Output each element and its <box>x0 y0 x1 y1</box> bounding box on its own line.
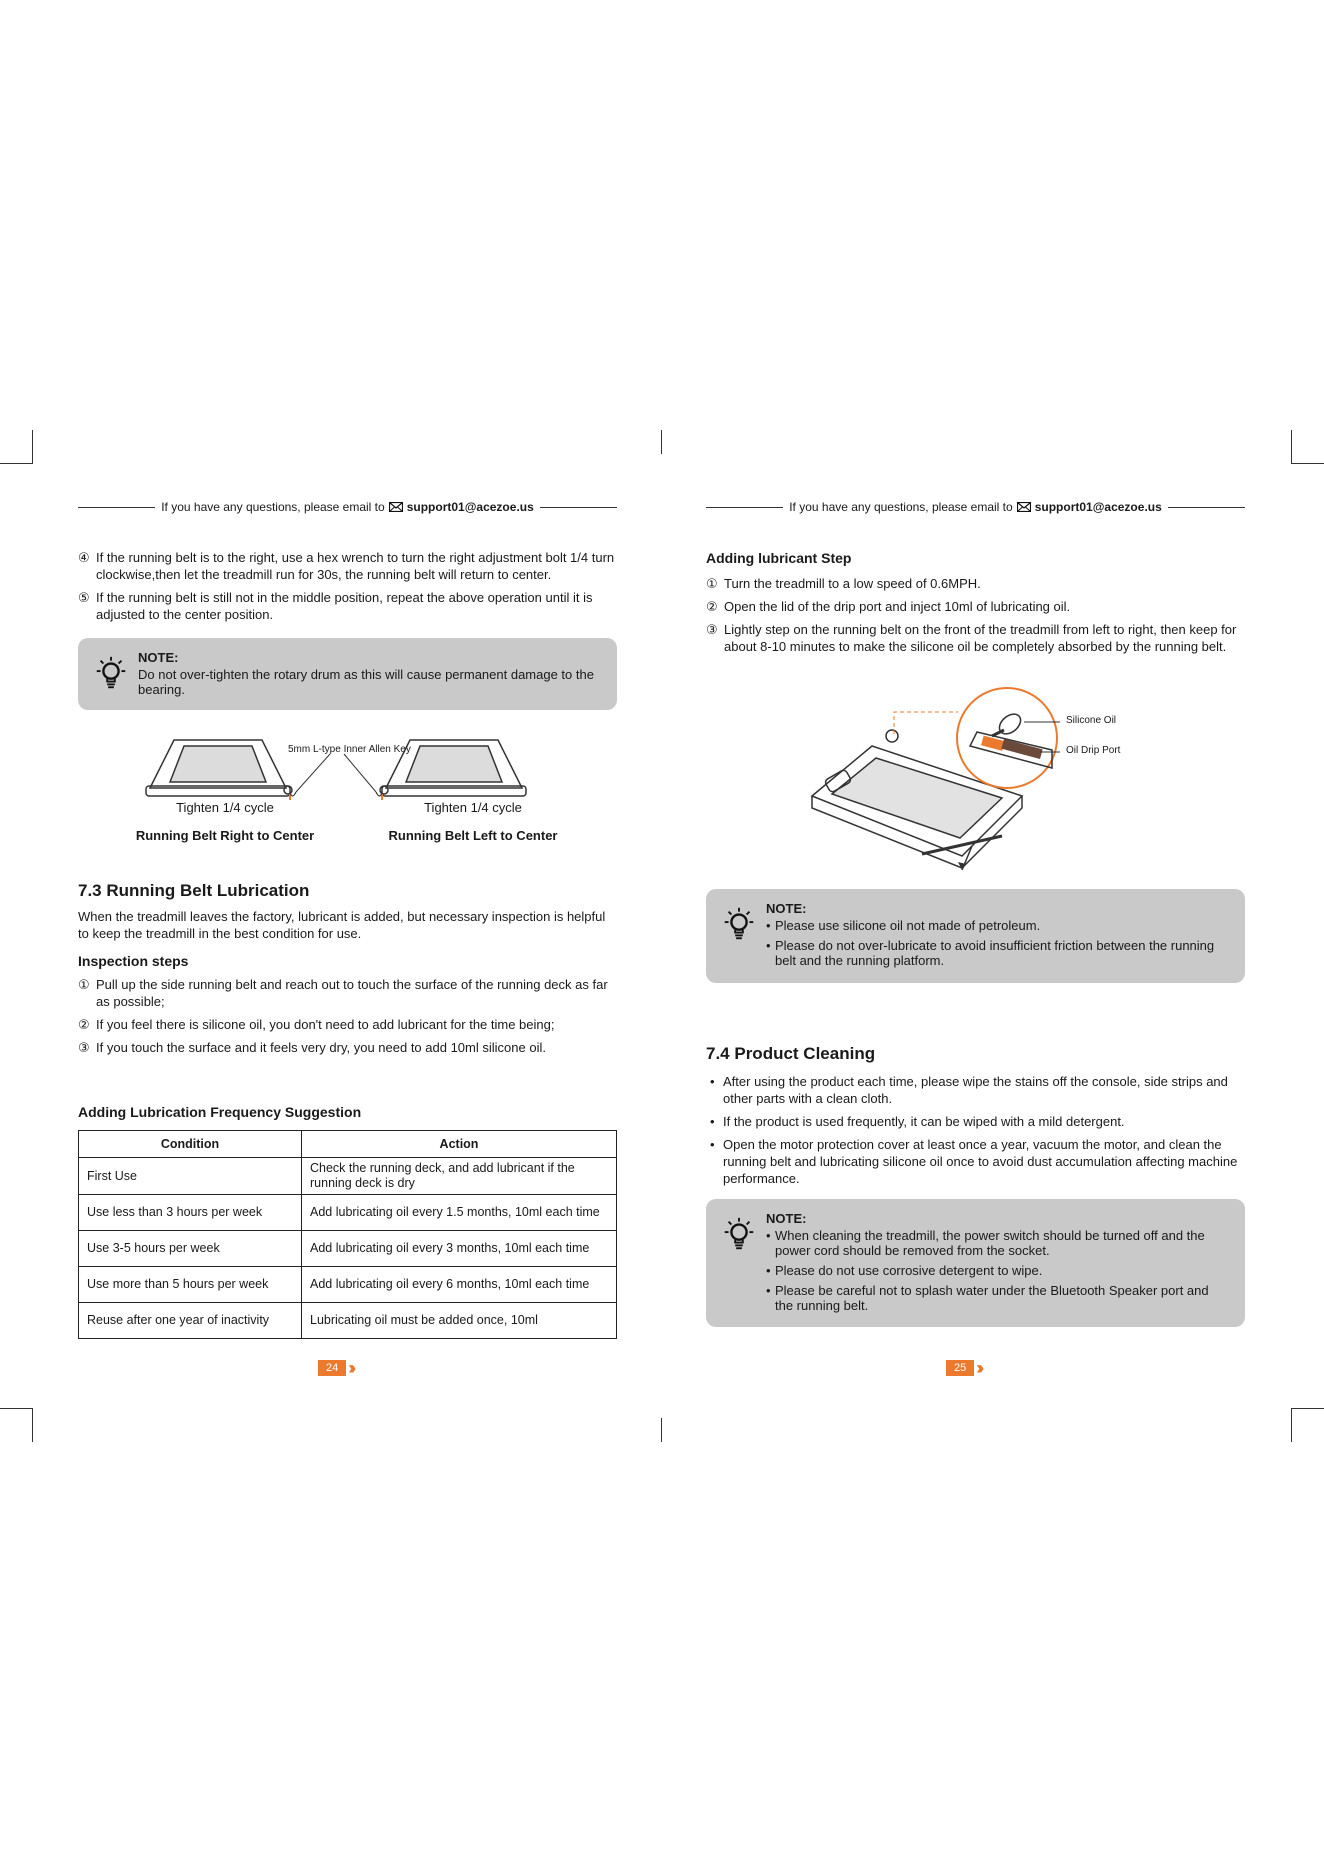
list-item: ③ If you touch the surface and it feels very dry, you need to add 10ml silicone oil. <box>78 1040 546 1055</box>
treadmill-lubrication-figure <box>802 686 1082 876</box>
header-text: If you have any questions, please email to <box>789 500 1013 514</box>
page-right <box>662 0 1324 1872</box>
lightbulb-icon <box>720 905 758 943</box>
page-header <box>78 498 617 516</box>
note-title: NOTE: <box>138 650 179 665</box>
lightbulb-icon <box>720 1215 758 1253</box>
note-box <box>706 889 1245 983</box>
chevrons-icon: ››› <box>348 1358 352 1378</box>
section-title: 7.4 Product Cleaning <box>706 1044 876 1063</box>
steps-top <box>78 549 618 629</box>
list-item: ③ Lightly step on the running belt on the front of the treadmill from left to right, then keep for about 8-10 minutes to make the silicone oil be completely absorbed by the running belt. <box>706 622 1237 654</box>
lubricant-title: Adding lubricant Step <box>706 550 852 566</box>
list-item: ② Open the lid of the drip port and inject 10ml of lubricating oil. <box>706 599 1071 614</box>
column-header: Condition <box>79 1131 302 1158</box>
table-row: Use 3-5 hours per week Add lubricating oil every 3 months, 10ml each time <box>79 1231 617 1267</box>
silicone-oil-label: Silicone Oil <box>1066 715 1117 726</box>
figure-title-left: Running Belt Right to Center <box>135 828 315 843</box>
page-number-label: 24 <box>318 1360 346 1376</box>
section-intro: When the treadmill leaves the factory, lubricant is added, but necessary inspection is helpful to keep the treadmill in the best condition for use. <box>78 909 606 941</box>
mail-icon <box>389 502 403 512</box>
note-item: • Please use silicone oil not made of petroleum. <box>766 918 1225 933</box>
page-number <box>946 1360 979 1376</box>
page-header <box>706 498 1245 516</box>
figure-title-right: Running Belt Left to Center <box>388 828 558 843</box>
frequency-title: Adding Lubrication Frequency Suggestion <box>78 1104 362 1120</box>
oil-drip-port-label: Oil Drip Port <box>1066 745 1121 756</box>
lightbulb-icon <box>92 654 130 692</box>
figure-caption-left: Tighten 1/4 cycle <box>176 800 274 815</box>
note-item: • Please do not over-lubricate to avoid insufficient friction between the running belt and the running platform. <box>766 938 1225 968</box>
inspection-title: Inspection steps <box>78 953 189 969</box>
note-title: NOTE: <box>766 901 807 916</box>
list-item: ⑤ If the running belt is still not in the middle position, repeat the above operation until it is adjusted to the center position. <box>78 590 593 622</box>
table-header-row <box>79 1131 617 1158</box>
list-item: ④ If the running belt is to the right, use a hex wrench to turn the right adjustment bolt 1/4 turn clockwise,then let the treadmill run for 30s, the running belt will return to center. <box>78 550 615 582</box>
note-box <box>706 1199 1245 1327</box>
table-row: Use more than 5 hours per week Add lubricating oil every 6 months, 10ml each time <box>79 1267 617 1303</box>
figure-caption-right: Tighten 1/4 cycle <box>424 800 522 815</box>
mail-icon <box>1017 502 1031 512</box>
list-item: ① Turn the treadmill to a low speed of 0.6MPH. <box>706 576 981 591</box>
header-rule <box>540 507 617 508</box>
list-item: ② If you feel there is silicone oil, you don't need to add lubricant for the time being; <box>78 1017 555 1032</box>
header-email[interactable]: support01@acezoe.us <box>406 500 534 514</box>
section-7-4 <box>706 1043 1246 1193</box>
header-text: If you have any questions, please email to <box>161 500 385 514</box>
table-row: First Use Check the running deck, and add lubricant if the running deck is dry <box>79 1158 617 1195</box>
table-row: Use less than 3 hours per week Add lubricating oil every 1.5 months, 10ml each time <box>79 1195 617 1231</box>
header-rule <box>78 507 155 508</box>
list-item: • If the product is used frequently, it can be wiped with a mild detergent. <box>710 1114 1125 1129</box>
header-rule <box>706 507 783 508</box>
table-row: Reuse after one year of inactivity Lubricating oil must be added once, 10ml <box>79 1303 617 1339</box>
frequency-table <box>78 1130 617 1339</box>
list-item: • After using the product each time, please wipe the stains off the console, side strips and other parts with a clean cloth. <box>710 1074 1228 1106</box>
note-text: Do not over-tighten the rotary drum as this will cause permanent damage to the bearing. <box>138 667 594 697</box>
page-number-label: 25 <box>946 1360 974 1376</box>
note-title: NOTE: <box>766 1211 807 1226</box>
list-item: ① Pull up the side running belt and reach out to touch the surface of the running deck as far as possible; <box>78 977 608 1009</box>
lubricant-steps <box>706 549 1246 661</box>
allen-key-label: 5mm L-type Inner Allen Key <box>288 744 411 755</box>
list-item: • Open the motor protection cover at least once a year, vacuum the motor, and clean the running belt and lubricating silicone oil once to avoid dust accumulation affecting machine performance. <box>710 1137 1238 1186</box>
header-rule <box>1168 507 1245 508</box>
note-item: • Please be careful not to splash water under the Bluetooth Speaker port and the running belt. <box>766 1283 1225 1313</box>
header-email[interactable]: support01@acezoe.us <box>1034 500 1162 514</box>
frequency-section <box>78 1103 618 1339</box>
page-number <box>318 1360 351 1376</box>
section-title: 7.3 Running Belt Lubrication <box>78 881 310 900</box>
column-header: Action <box>302 1131 617 1158</box>
section-7-3 <box>78 880 618 1062</box>
note-box <box>78 638 617 710</box>
chevrons-icon: ››› <box>976 1358 980 1378</box>
note-item: • Please do not use corrosive detergent to wipe. <box>766 1263 1225 1278</box>
note-item: • When cleaning the treadmill, the power switch should be turned off and the power cord should be removed from the socket. <box>766 1228 1225 1258</box>
